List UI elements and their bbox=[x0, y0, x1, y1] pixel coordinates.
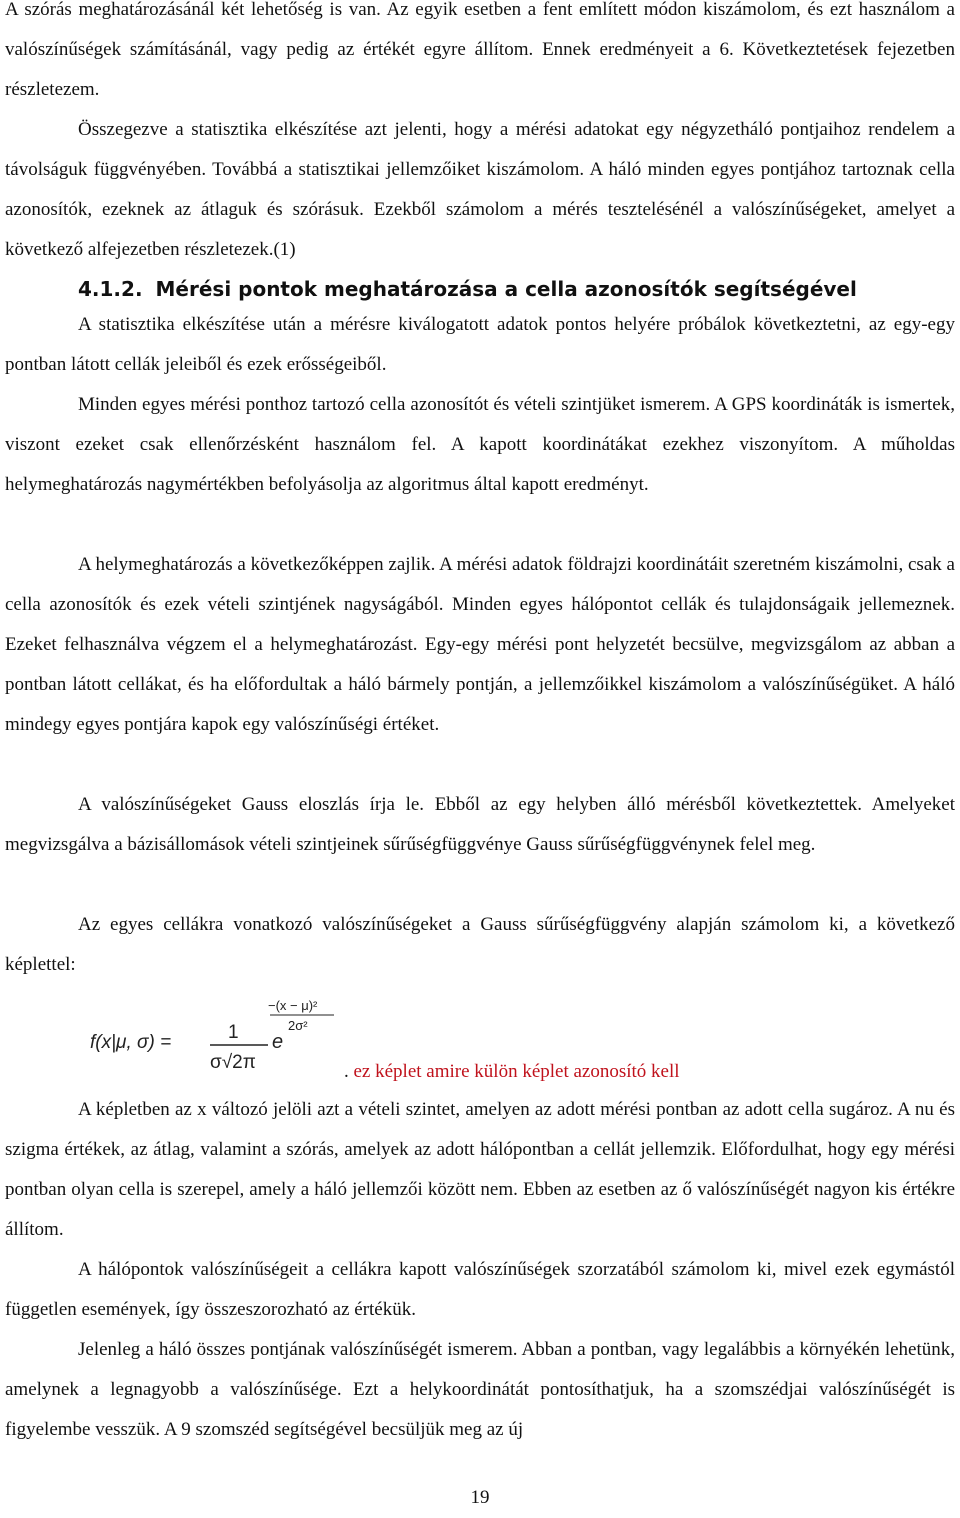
paragraph-gauss: A valószínűségeket Gauss eloszlás írja le. Ebből az egy helyben álló mérésből következtettek. Amelyeket megvizsgálva a bázisállomások vételi szintjeinek sűrűségfüggvénye Gauss sűrűségfüggvénynek felel meg. bbox=[5, 794, 955, 855]
formula-exp-denominator: 2σ² bbox=[288, 1018, 308, 1033]
formula-numerator: 1 bbox=[228, 1022, 239, 1043]
paragraph-keplettel: Az egyes cellákra vonatkozó valószínűségeket a Gauss sűrűségfüggvény alapján számolom ki, a következő képlettel: bbox=[5, 914, 955, 975]
paragraph-jelenleg: Jelenleg a háló összes pontjának valószínűségét ismerem. Abban a pontban, vagy legalábbis a környékén lehetünk, amelynek a legnagyobb a valószínűsége. Ezt a helykoordinátát pontosíthatjuk, ha a szomszédjai valószínűségét is figyelembe vesszük. A 9 szomszéd segítségével becsüljük meg az új bbox=[5, 1339, 955, 1440]
page-number: 19 bbox=[470, 1487, 490, 1508]
paragraph-statisztika: A statisztika elkészítése után a mérésre kiválogatott adatok pontos helyére próbálok következtetni, az egy-egy pontban látott cellák jeleiből és ezek erősségeiből. bbox=[5, 314, 955, 375]
formula-lhs: f(x|μ, σ) = bbox=[90, 1032, 172, 1053]
paragraph-kepletben: A képletben az x változó jelöli azt a vételi szintet, amelyen az adott mérési pontban az adott cella sugároz. A nu és szigma értékek, az átlag, valamint a szórás, amelyek az adott hálópontban a cellát jellemzik. Előfordulhat, hogy egy mérési pontban olyan cella is szerepel, amely a háló jellemzői között nem. Ebben az esetben az ő valószínűségét nagyon kis értékre állítom. bbox=[5, 1099, 955, 1240]
paragraph-szoras: A szórás meghatározásánál két lehetőség is van. Az egyik esetben a fent említett módon kiszámolom, és ezt használom a valószínűségek számításánál, vagy pedig az értékét egyre állítom. Ennek eredményeit a 6. Következtetések fejezetben részletezem. bbox=[5, 0, 955, 100]
formula-note bbox=[344, 1052, 680, 1092]
formula-note-prefix: . bbox=[344, 1061, 354, 1082]
formula-note-text: ez képlet amire külön képlet azonosító kell bbox=[353, 1061, 680, 1082]
paragraph-halopontok: A hálópontok valószínűségeit a cellákra kapott valószínűségek szorzatából számolom ki, mivel ezek egymástól független események, így összeszorozható az értékük. bbox=[5, 1259, 955, 1320]
paragraph-minden-egyes: Minden egyes mérési ponthoz tartozó cella azonosítót és vételi szintjüket ismerem. A GPS koordináták is ismertek, viszont ezeket csak ellenőrzésként használom fel. A kapott koordinátákat ezekhez viszonyítom. A műholdas helymeghatározás nagymértékben befolyásolja az algoritmus által kapott eredményt. bbox=[5, 394, 955, 495]
formula-row bbox=[0, 990, 960, 1090]
section-number: 4.1.2. bbox=[78, 277, 143, 301]
paragraph-helymeghatarozas: A helymeghatározás a következőképpen zajlik. A mérési adatok földrajzi koordinátáit szeretném kiszámolni, csak a cella azonosítók és ezek vételi szintjének nagyságából. Minden egyes hálópontot cellák és tulajdonságaik jellemeznek. Ezeket felhasználva végzem el a helymeghatározást. Egy-egy mérési pont helyzetét becsülve, megvizsgálom az abban a pontban látott cellákat, és ha előfordultak a háló bármely pontján, a jellemzőikkel kiszámolom a valószínűségüket. A háló mindegy egyes pontjára kapok egy valószínűségi értéket. bbox=[5, 554, 955, 735]
formula-denominator: σ√2π bbox=[210, 1052, 256, 1073]
section-title: Mérési pontok meghatározása a cella azonosítók segítségével bbox=[155, 277, 857, 301]
formula-base: e bbox=[272, 1031, 284, 1053]
paragraph-osszegezve: Összegezve a statisztika elkészítése azt jelenti, hogy a mérési adatokat egy négyzetháló pontjaihoz rendelem a távolságuk függvényében. Továbbá a statisztikai jellemzőiket kiszámolom. A háló minden egyes pontjához tartoznak cella azonosítók, ezeknek az átlaguk és szórásuk. Ezekből számolom a mérés tesztelésénél a valószínűségeket, amelyet a következő alfejezetben részletezek.(1) bbox=[5, 119, 955, 260]
section-heading bbox=[78, 269, 857, 309]
gauss-formula-image bbox=[88, 990, 338, 1080]
formula-exp-numerator: −(x − μ)² bbox=[268, 998, 318, 1013]
